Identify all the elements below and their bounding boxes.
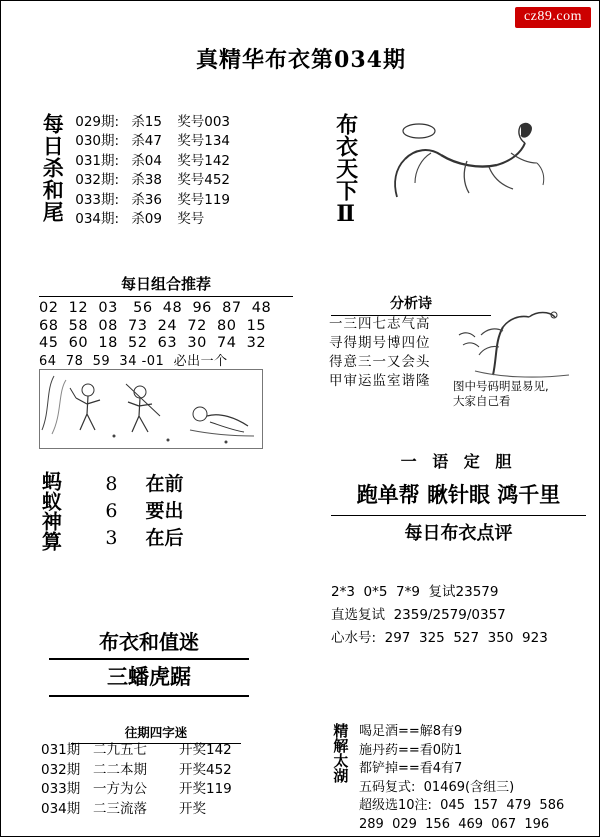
page-title: 真精华布衣第034期 [196,47,406,73]
sum-riddle-title: 布衣和值迷 [49,626,249,660]
kill-prize: 奖号134 [177,133,231,150]
kill-period: 031期: [75,152,120,169]
one-word-phrases: 跑单帮 瞅针眼 鸿千里 [331,479,586,516]
table-row [41,741,271,761]
taihu-label: 精解太湖 [331,723,350,783]
kill-value: 杀04 [131,152,162,169]
daily-review-title: 每日布衣点评 [404,523,513,544]
ink-tree [453,301,583,381]
table-row [41,800,271,820]
note-line: 大家自己看 [453,394,511,408]
note-line: 图中号码明显易见, [453,379,549,393]
bird-branch-drawing [371,109,566,227]
kill-value: 杀38 [131,172,162,189]
riddle-text: 一方为公 [93,781,147,798]
analysis-poem-body [329,315,431,391]
kill-period: 034期: [75,211,120,228]
ant-calc-texts [145,471,183,552]
combo-section [39,273,293,370]
riddle-text: 二三流落 [93,800,147,817]
ant-number: 6 [105,500,118,522]
taihu-body [359,723,599,835]
riddle-text: 二二本期 [93,761,147,778]
riddle-period: 032期 [41,761,81,778]
illustration-strip [39,369,263,449]
riddle-prize: 开奖142 [179,742,232,758]
taihu-line: 超级选10注: 045 157 479 586 [359,798,565,814]
table-row [75,210,230,229]
kill-prize: 奖号142 [177,152,231,169]
combo-row: 02 12 03 56 48 96 87 48 [39,300,272,316]
ant-calc-section [39,471,289,552]
kill-prize: 奖号119 [177,191,231,208]
combo-row: 45 60 18 52 63 30 74 32 [39,335,267,352]
table-row [75,191,230,210]
poem-line: 得意三一又会头 [329,354,431,370]
riddle-period: 034期 [41,800,81,817]
kill-value: 杀36 [131,191,162,208]
ant-text: 在后 [145,527,184,549]
table-row [75,132,230,151]
ink-painting [371,109,566,227]
ant-text: 在前 [145,473,184,495]
ant-text: 要出 [145,500,184,522]
kill-value: 杀47 [131,133,162,150]
taihu-line: 五码复式: 01469(含组三) [359,779,515,795]
daily-kill-section [41,113,291,229]
buyi-tianxia-label: 布衣天下Ⅱ [332,113,359,227]
fushi-section [331,581,591,650]
daily-kill-label: 每日杀和尾 [40,113,66,223]
taihu-line: 施丹药==看0防1 [359,742,463,758]
figures-drawing [40,370,262,448]
combo-row: 64 78 59 34 -01 必出一个 [39,353,228,369]
one-word-title: 一 语 定 胆 [400,452,517,471]
kill-period: 033期: [75,191,120,208]
poem-line: 寻得期号博四位 [329,335,431,351]
table-row [41,780,271,800]
kill-prize: 奖号003 [177,114,231,130]
combo-title: 每日组合推荐 [39,273,293,297]
table-row [41,761,271,781]
past-riddle-list [41,741,271,819]
tree-drawing [453,301,583,381]
taihu-line: 都铲掉==看4有7 [359,761,463,777]
ant-calc-numbers [105,471,117,552]
kill-period: 029期: [75,114,120,130]
fushi-line: 直选复试 2359/2579/0357 [331,607,506,623]
fushi-line: 2*3 0*5 7*9 复试23579 [331,584,499,600]
taihu-line: 289 029 156 469 067 196 [359,816,550,832]
analysis-note [453,379,583,409]
kill-period: 032期: [75,172,120,189]
riddle-prize: 开奖 [179,800,206,817]
kill-prize: 奖号 [177,211,205,228]
ant-calc-label: 蚂蚁神算 [38,471,63,551]
riddle-period: 033期 [41,781,81,798]
kill-period: 030期: [75,133,120,150]
riddle-period: 031期 [41,742,81,758]
riddle-text: 二九五七 [93,742,147,758]
table-row [75,113,230,132]
table-row [75,152,230,171]
combo-grid [39,300,293,370]
daily-kill-list [75,113,230,229]
kill-value: 杀15 [131,114,162,130]
combo-row: 68 58 08 73 24 72 80 15 [39,317,267,334]
poem-line: 甲审运监室谐隆 [329,373,431,389]
ant-number: 8 [105,473,118,495]
ant-number: 3 [105,527,118,549]
sum-riddle-phrase: 三蟠虎踞 [49,661,249,697]
past-riddle-header: 往期四字迷 [71,723,241,744]
kill-prize: 奖号452 [177,172,231,189]
fushi-line: 心水号: 297 325 527 350 923 [331,630,548,646]
kill-value: 杀09 [131,211,162,228]
riddle-prize: 开奖119 [179,781,232,798]
analysis-poem-title: 分析诗 [331,293,491,316]
watermark-badge: cz89.com [515,7,591,28]
table-row [75,171,230,190]
poem-line: 一三四七志气高 [329,316,431,332]
riddle-prize: 开奖452 [179,761,232,778]
taihu-line: 喝足酒==解8有9 [359,724,463,739]
